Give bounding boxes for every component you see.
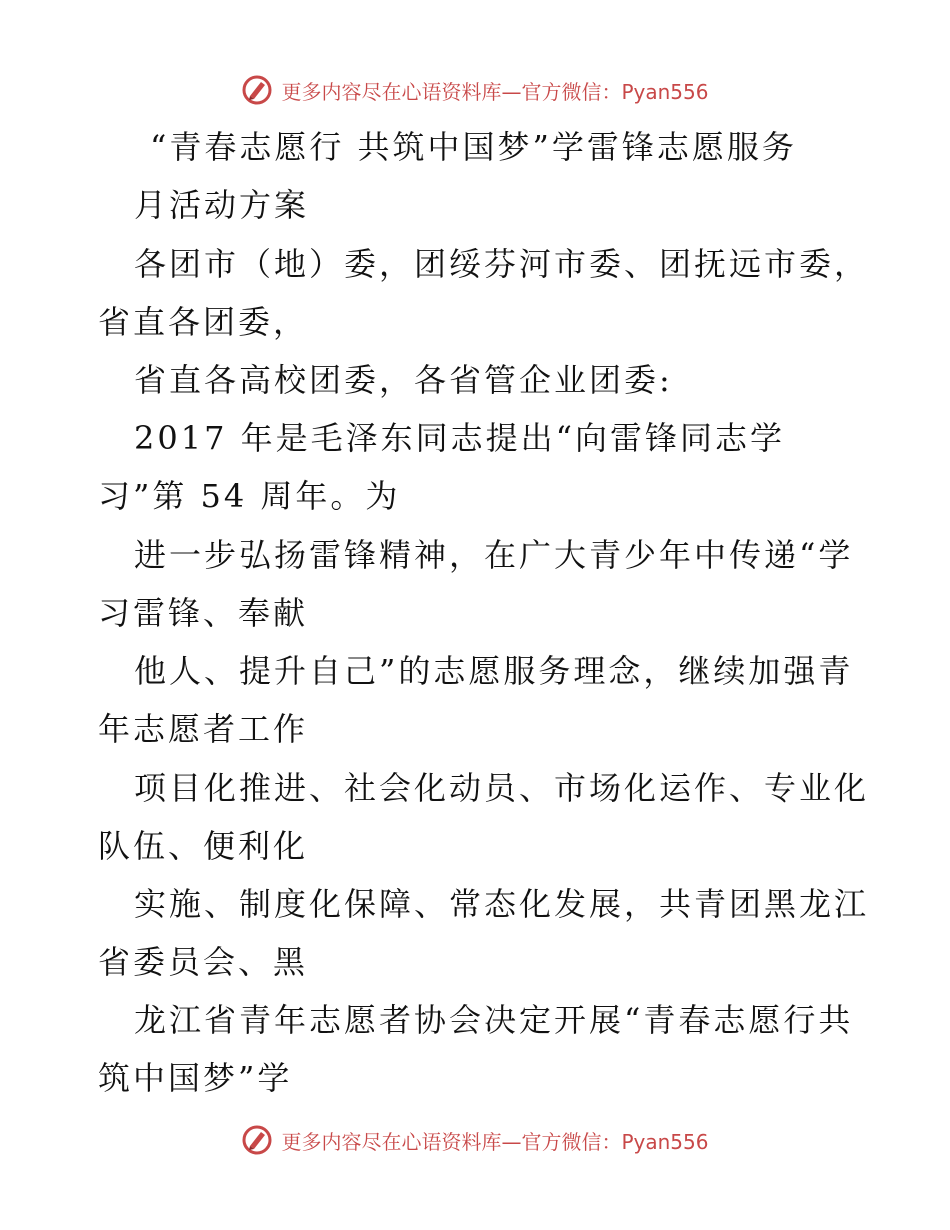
paragraph-line: 省直各高校团委，各省管企业团委: bbox=[134, 361, 673, 399]
watermark-text: 更多内容尽在心语资料库—官方微信：Pyan556 bbox=[281, 79, 709, 104]
paragraph-line: 他人、提升自己”的志愿服务理念，继续加强青 bbox=[134, 652, 854, 690]
paragraph-line: 年志愿者工作 bbox=[98, 710, 309, 748]
paragraph-line: 实施、制度化保障、常态化发展，共青团黑龙江 bbox=[134, 885, 870, 923]
paragraph-line: 项目化推进、社会化动员、市场化运作、专业化 bbox=[134, 769, 870, 807]
title-line-1: “青春志愿行 共筑中国梦”学雷锋志愿服务 bbox=[150, 128, 797, 166]
paragraph-line: 2017 年是毛泽东同志提出“向雷锋同志学 bbox=[134, 419, 785, 457]
title-line-2: 月活动方案 bbox=[134, 186, 310, 224]
paragraph-line: 习”第 54 周年。为 bbox=[98, 477, 401, 515]
paragraph-line: 筑中国梦”学 bbox=[98, 1059, 293, 1097]
pen-logo-icon bbox=[241, 1124, 273, 1156]
paragraph-line: 龙江省青年志愿者协会决定开展“青春志愿行共 bbox=[134, 1001, 854, 1039]
paragraph-line: 进一步弘扬雷锋精神，在广大青少年中传递“学 bbox=[134, 536, 854, 574]
paragraph-line: 习雷锋、奉献 bbox=[98, 594, 309, 632]
watermark-text: 更多内容尽在心语资料库—官方微信：Pyan556 bbox=[281, 1129, 709, 1154]
paragraph-line: 省委员会、黑 bbox=[98, 943, 309, 981]
paragraph-line: 队伍、便利化 bbox=[98, 827, 309, 865]
paragraph-line: 各团市（地）委，团绥芬河市委、团抚远市委， bbox=[134, 245, 870, 283]
footer-watermark bbox=[0, 1120, 950, 1160]
paragraph-line: 省直各团委， bbox=[98, 303, 309, 341]
